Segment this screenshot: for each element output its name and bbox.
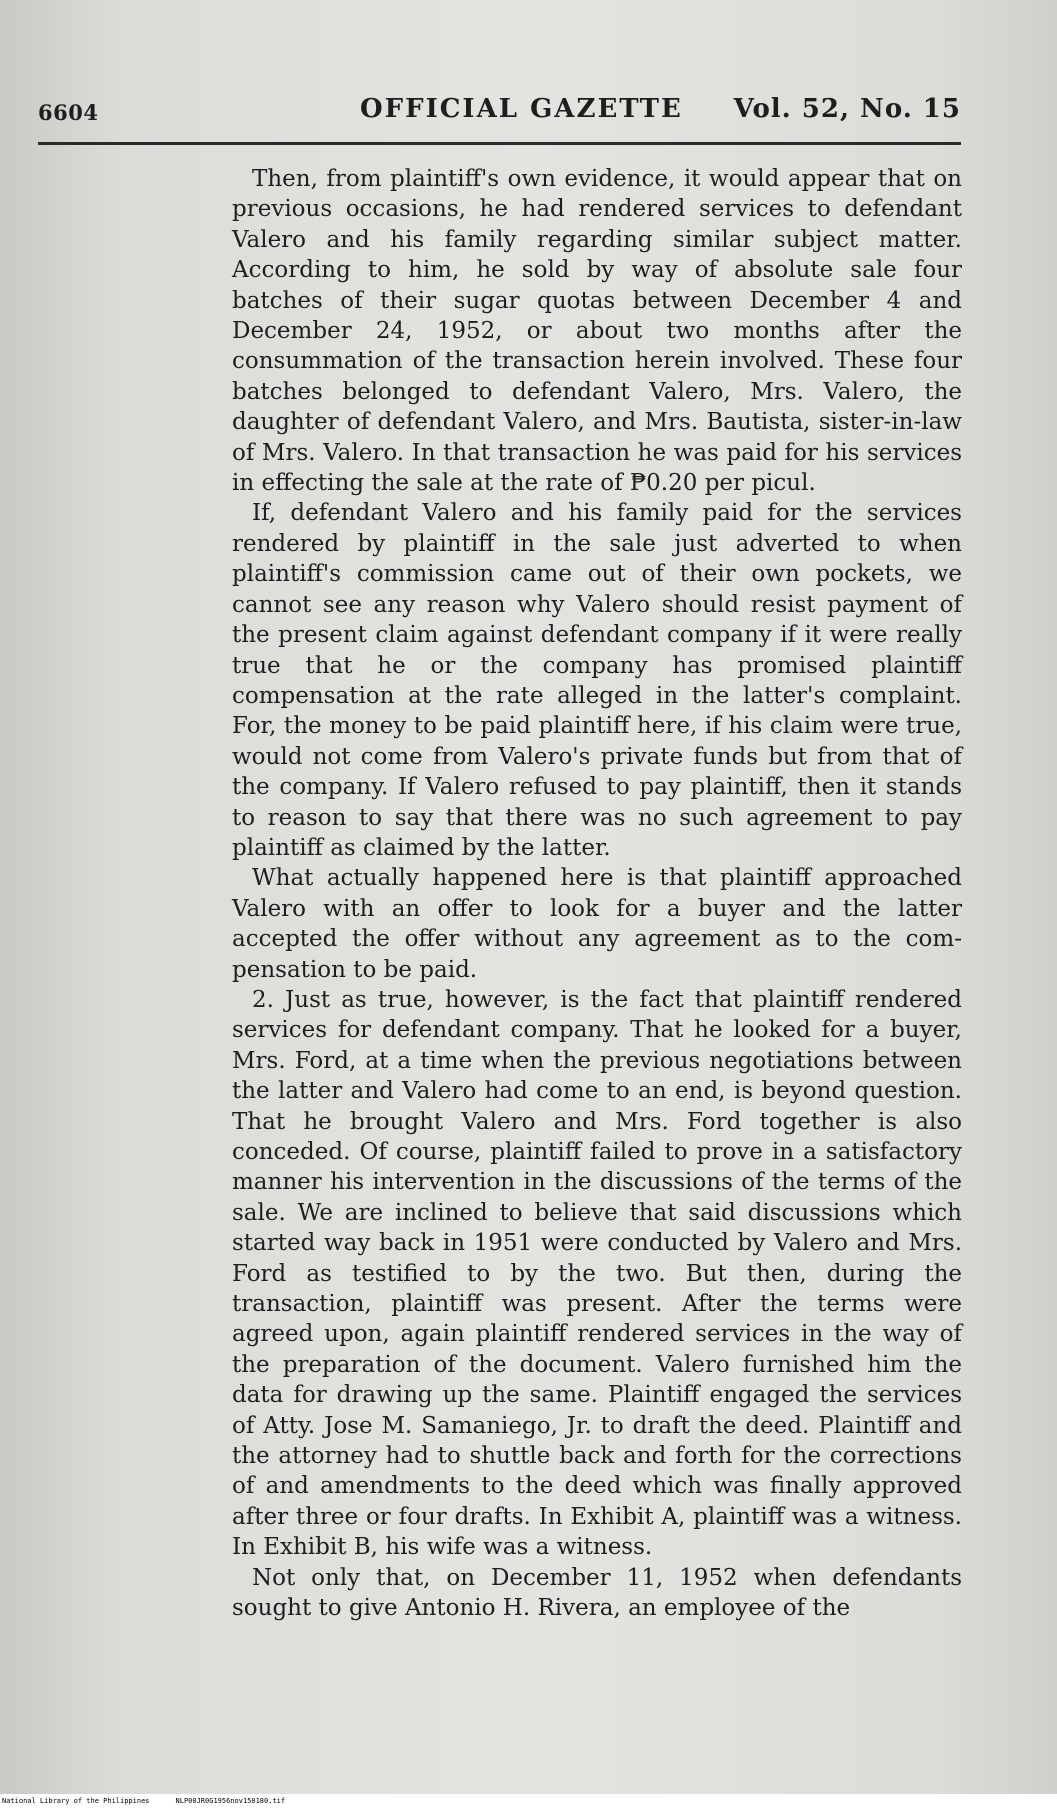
- publication-title: OFFICIAL GAZETTE: [360, 94, 683, 124]
- paragraph: Not only that, on December 11, 1952 when defendants sought to give Antonio H. Rivera, an employee of the: [232, 1564, 962, 1622]
- volume-issue: Vol. 52, No. 15: [733, 94, 961, 124]
- paragraph: What actually happened here is that plaintiff approached Valero with an offer to look for a buyer and the latter accepted the offer without any agreement as to the compensation to be paid.: [232, 865, 962, 983]
- page-number: 6604: [38, 100, 99, 125]
- page-header: [38, 94, 961, 134]
- article-body: [232, 164, 962, 1624]
- header-rule: [38, 142, 961, 145]
- scan-footer: [0, 1794, 1057, 1808]
- paragraph: If, defendant Valero and his family paid for the services rendered by plaintiff in the sale just adverted to when plaintiff's commission came out of their own pockets, we cannot see any reason why Valero should resist payment of the present claim against defendant company if it were really true that he or the company has promised plaintiff compensation at the rate alleged in the latter's complaint. For, the money to be paid plaintiff here, if his claim were true, would not come from Valero's private funds but from that of the company. If Valero refused to pay plaintiff, then it stands to reason to say that there was no such agreement to pay plaintiff as claimed by the latter.: [232, 500, 962, 861]
- paragraph: Then, from plaintiff's own evidence, it would appear that on previous occasions, he had rendered services to defendant Valero and his family regarding similar subject matter. According to him, he sold by way of absolute sale four batches of their sugar quotas between December 4 and December 24, 1952, or about two months after the consummation of the transaction herein involved. These four batches belonged to defendant Valero, Mrs. Valero, the daughter of defendant Valero, and Mrs. Bautista, sister-in-law of Mrs. Valero. In that transaction he was paid for his services in effecting the sale at the rate of ₱0.20 per picul.: [232, 166, 962, 497]
- scan-filename: NLP00JR0G1956nov150180.tif: [175, 1797, 286, 1805]
- paragraph: 2. Just as true, however, is the fact that plaintiff rendered services for defendant company. That he looked for a buyer, Mrs. Ford, at a time when the previous negotiations between the latter and Valero had come to an end, is beyond question. That he brought Valero and Mrs. Ford together is also conceded. Of course, plaintiff failed to prove in a satisfactory manner his intervention in the discussions of the terms of the sale. We are inclined to believe that said discussions which started way back in 1951 were conducted by Valero and Mrs. Ford as testified to by the two. But then, during the transaction, plaintiff was present. After the terms were agreed upon, again plaintiff rendered services in the way of the preparation of the document. Valero furnished him the data for drawing up the same. Plaintiff engaged the services of Atty. Jose M. Samaniego, Jr. to draft the deed. Plaintiff and the attorney had to shuttle back and forth for the corrections of and amendments to the deed which was finally approved after three or four drafts. In Exhibit A, plaintiff was a witness. In Exhibit B, his wife was a witness.: [232, 986, 962, 1561]
- library-credit: National Library of the Philippines: [2, 1797, 150, 1805]
